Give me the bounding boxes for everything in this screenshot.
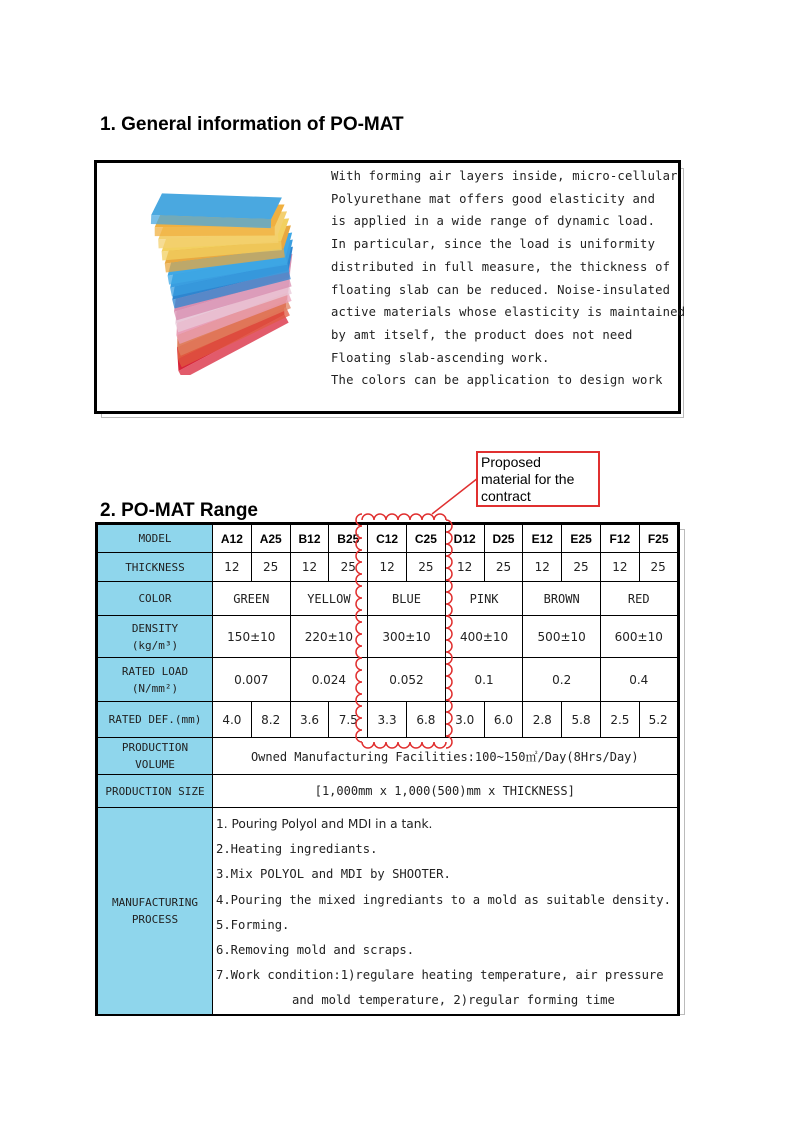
intro-line: distributed in full measure, the thickness of xyxy=(331,259,671,274)
manufacturing-label xyxy=(97,808,213,1015)
density-unit: (kg/m³) xyxy=(131,638,179,652)
manufacturing-row xyxy=(97,808,679,1015)
thickness-cell: 25 xyxy=(484,553,523,582)
process-step: and mold temperature, 2)regular forming time xyxy=(292,993,615,1008)
model-cell: B25 xyxy=(329,524,368,553)
process-step: 2.Heating ingrediants. xyxy=(216,842,378,857)
intro-line: is applied in a wide range of dynamic load. xyxy=(331,214,656,229)
section-2-title: 2. PO-MAT Range xyxy=(100,500,258,521)
production-volume-label xyxy=(97,738,213,775)
color-cell: BROWN xyxy=(523,582,601,616)
thickness-cell: 25 xyxy=(639,553,678,582)
color-label: COLOR xyxy=(97,582,213,616)
thickness-cell: 12 xyxy=(290,553,329,582)
rated-def-cell: 5.8 xyxy=(562,702,601,738)
color-cell: GREEN xyxy=(213,582,291,616)
model-cell: B12 xyxy=(290,524,329,553)
intro-line: With forming air layers inside, micro-cellular xyxy=(331,169,678,183)
rated-load-cell: 0.4 xyxy=(600,658,678,702)
intro-line: In particular, since the load is uniformity xyxy=(331,237,656,252)
thickness-label: THICKNESS xyxy=(97,553,213,582)
rated-load-cell: 0.024 xyxy=(290,658,368,702)
density-label-text: DENSITY xyxy=(131,621,179,635)
intro-line: Polyurethane mat offers good elasticity and xyxy=(331,191,656,206)
production-volume-value: Owned Manufacturing Facilities:100~150㎡/Day(8Hrs/Day) xyxy=(213,738,679,775)
thickness-cell: 25 xyxy=(406,553,445,582)
intro-line: Floating slab-ascending work. xyxy=(331,350,550,365)
density-cell: 400±10 xyxy=(445,616,523,658)
thickness-cell: 25 xyxy=(562,553,601,582)
rated-def-cell: 2.5 xyxy=(600,702,639,738)
color-cell: BLUE xyxy=(368,582,446,616)
intro-line: floating slab can be reduced. Noise-insulated xyxy=(331,282,671,297)
rated-load-cell: 0.007 xyxy=(213,658,291,702)
rated-load-cell: 0.1 xyxy=(445,658,523,702)
process-step: 6.Removing mold and scraps. xyxy=(216,943,415,958)
rated-def-cell: 3.0 xyxy=(445,702,484,738)
production-volume-label-2: VOLUME xyxy=(135,758,175,771)
rated-def-cell: 7.5 xyxy=(329,702,368,738)
color-cell: RED xyxy=(600,582,678,616)
model-label: MODEL xyxy=(97,524,213,553)
intro-line: by amt itself, the product does not need xyxy=(331,327,633,342)
process-step: 5.Forming. xyxy=(216,917,290,932)
proposed-material-callout xyxy=(476,451,600,507)
thickness-cell: 12 xyxy=(600,553,639,582)
general-info-text xyxy=(331,165,686,392)
model-cell: A25 xyxy=(251,524,290,553)
process-step: 7.Work condition:1)regulare heating temperature, air pressure xyxy=(216,968,664,983)
model-cell: F25 xyxy=(639,524,678,553)
model-cell: A12 xyxy=(213,524,252,553)
density-row xyxy=(97,616,679,658)
rated-load-row xyxy=(97,658,679,702)
model-row xyxy=(97,524,679,553)
rated-def-label: RATED DEF.(mm) xyxy=(97,702,213,738)
callout-line: material for the xyxy=(481,471,575,487)
rated-def-cell: 3.3 xyxy=(368,702,407,738)
manufacturing-label-2: PROCESS xyxy=(131,912,179,926)
thickness-row xyxy=(97,553,679,582)
density-cell: 600±10 xyxy=(600,616,678,658)
general-info-box xyxy=(94,160,686,414)
rated-def-cell: 6.8 xyxy=(406,702,445,738)
production-size-label: PRODUCTION SIZE xyxy=(97,775,213,808)
rated-def-cell: 3.6 xyxy=(290,702,329,738)
rated-load-cell: 0.052 xyxy=(368,658,446,702)
section-1-title: 1. General information of PO-MAT xyxy=(100,114,404,135)
rated-def-cell: 4.0 xyxy=(213,702,252,738)
density-cell: 220±10 xyxy=(290,616,368,658)
model-cell: C12 xyxy=(368,524,407,553)
thickness-cell: 12 xyxy=(445,553,484,582)
po-mat-range-table xyxy=(95,522,680,1016)
callout-line: contract xyxy=(481,488,531,504)
rated-load-label-text: RATED LOAD xyxy=(121,664,189,678)
production-volume-row xyxy=(97,738,679,775)
density-cell: 500±10 xyxy=(523,616,601,658)
color-row xyxy=(97,582,679,616)
rated-load-cell: 0.2 xyxy=(523,658,601,702)
density-cell: 300±10 xyxy=(368,616,446,658)
process-step: 3.Mix POLYOL and MDI by SHOOTER. xyxy=(216,867,451,882)
callout-line: Proposed xyxy=(481,454,541,470)
thickness-cell: 25 xyxy=(251,553,290,582)
rated-load-label xyxy=(97,658,213,702)
thickness-cell: 12 xyxy=(213,553,252,582)
rated-def-cell: 2.8 xyxy=(523,702,562,738)
production-size-row xyxy=(97,775,679,808)
model-cell: E12 xyxy=(523,524,562,553)
production-size-value: [1,000mm x 1,000(500)mm x THICKNESS] xyxy=(213,775,679,808)
rated-def-row xyxy=(97,702,679,738)
manufacturing-label-1: MANUFACTURING xyxy=(111,895,199,909)
thickness-cell: 12 xyxy=(368,553,407,582)
model-cell: D25 xyxy=(484,524,523,553)
model-cell: C25 xyxy=(406,524,445,553)
intro-line: The colors can be application to design work xyxy=(331,373,663,388)
rated-def-cell: 5.2 xyxy=(639,702,678,738)
intro-line: active materials whose elasticity is maintained xyxy=(331,305,686,320)
callout-leader-line xyxy=(432,478,478,514)
process-step: 1. Pouring Polyol and MDI in a tank. xyxy=(216,817,433,831)
density-label xyxy=(97,616,213,658)
model-cell: E25 xyxy=(562,524,601,553)
production-volume-label-1: PRODUCTION xyxy=(121,741,189,754)
mat-samples-image xyxy=(105,185,315,375)
rated-def-cell: 8.2 xyxy=(251,702,290,738)
rated-def-cell: 6.0 xyxy=(484,702,523,738)
color-cell: PINK xyxy=(445,582,523,616)
process-step: 4.Pouring the mixed ingrediants to a mold as suitable density. xyxy=(216,892,671,907)
mat-slab xyxy=(151,193,282,229)
thickness-cell: 25 xyxy=(329,553,368,582)
color-cell: YELLOW xyxy=(290,582,368,616)
model-cell: D12 xyxy=(445,524,484,553)
model-cell: F12 xyxy=(600,524,639,553)
manufacturing-process xyxy=(213,808,679,1015)
rated-load-unit: (N/mm²) xyxy=(131,681,179,695)
thickness-cell: 12 xyxy=(523,553,562,582)
density-cell: 150±10 xyxy=(213,616,291,658)
